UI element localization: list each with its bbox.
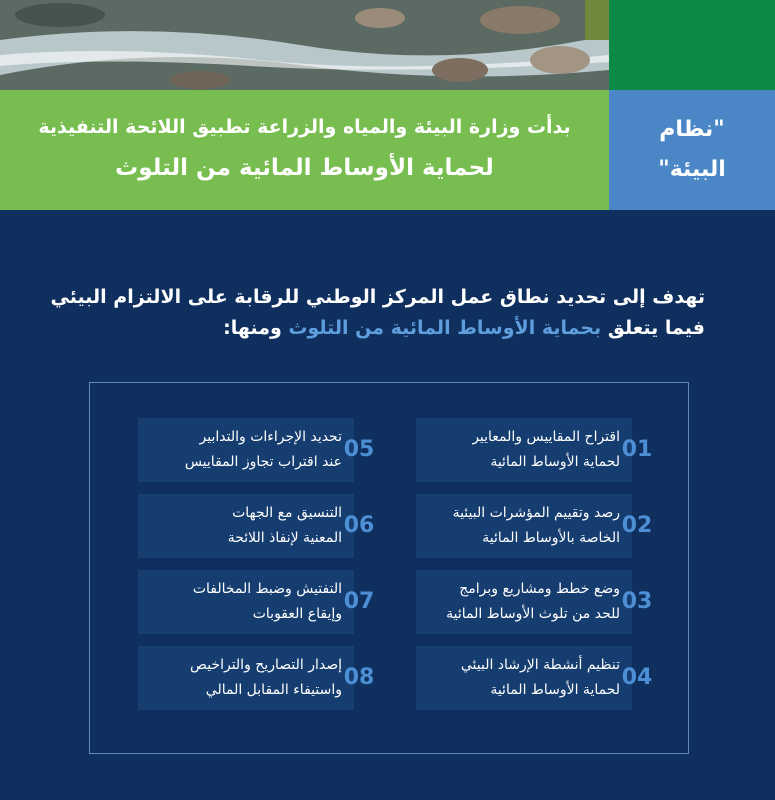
- tag-line-1: "نظام: [659, 117, 725, 142]
- objective-line-2: للحد من تلوث الأوساط المائية: [446, 606, 620, 622]
- objective-item: [138, 646, 354, 710]
- intro-text: [45, 282, 705, 344]
- objective-number: 03: [621, 589, 653, 614]
- objective-line-1: وضع خطط ومشاريع وبرامج: [459, 581, 620, 597]
- objective-number: 04: [621, 665, 653, 690]
- objective-line-1: رصد وتقييم المؤشرات البيئية: [452, 505, 620, 521]
- intro-line-2-end: ومنها:: [223, 317, 282, 339]
- intro-line-2-start: فيما يتعلق: [607, 317, 705, 339]
- objective-item: [416, 570, 632, 634]
- objective-number: 06: [343, 513, 375, 538]
- objective-line-1: اقتراح المقاييس والمعايير: [472, 429, 620, 445]
- intro-line-2: [45, 313, 705, 344]
- title-line-2: لحماية الأوساط المائية من التلوث: [115, 155, 494, 181]
- river-photo: [0, 0, 609, 90]
- objective-line-1: التفتيش وضبط المخالفات: [192, 581, 342, 597]
- objective-number: 01: [621, 437, 653, 462]
- objective-line-2: لحماية الأوساط المائية: [490, 454, 620, 470]
- objective-line-2: لحماية الأوساط المائية: [490, 682, 620, 698]
- title-line-1: بدأت وزارة البيئة والمياه والزراعة تطبيق اللائحة التنفيذية: [38, 116, 571, 138]
- objective-line-1: إصدار التصاريح والتراخيص: [190, 657, 342, 673]
- objective-line-1: التنسيق مع الجهات: [232, 505, 342, 521]
- objective-line-2: الخاصة بالأوساط المائية: [482, 530, 620, 546]
- objective-number: 07: [343, 589, 375, 614]
- objective-number: 02: [621, 513, 653, 538]
- section-tag: [609, 90, 775, 210]
- objective-item: [416, 418, 632, 482]
- objective-line-2: عند اقتراب تجاوز المقاييس: [184, 454, 342, 470]
- objective-item: [138, 570, 354, 634]
- objective-item: [416, 494, 632, 558]
- objective-item: [138, 494, 354, 558]
- objective-line-1: تنظيم أنشطة الإرشاد البيئي: [460, 657, 620, 673]
- objective-line-2: وإيقاع العقوبات: [252, 606, 342, 622]
- objective-number: 05: [343, 437, 375, 462]
- intro-highlight: بحماية الأوساط المائية من التلوث: [288, 317, 602, 339]
- objective-line-1: تحديد الإجراءات والتدابير: [199, 429, 342, 445]
- objective-item: [138, 418, 354, 482]
- river-rocks-illustration: [0, 0, 609, 90]
- corner-accent: [609, 0, 775, 90]
- title-banner: [0, 90, 609, 210]
- objective-line-2: المعنية لإنفاذ اللائحة: [227, 530, 342, 546]
- objective-number: 08: [343, 665, 375, 690]
- objective-line-2: واستيفاء المقابل المالي: [205, 682, 342, 698]
- intro-line-1: تهدف إلى تحديد نطاق عمل المركز الوطني للرقابة على الالتزام البيئي: [50, 286, 705, 308]
- tag-line-2: البيئة": [658, 157, 726, 182]
- objective-item: [416, 646, 632, 710]
